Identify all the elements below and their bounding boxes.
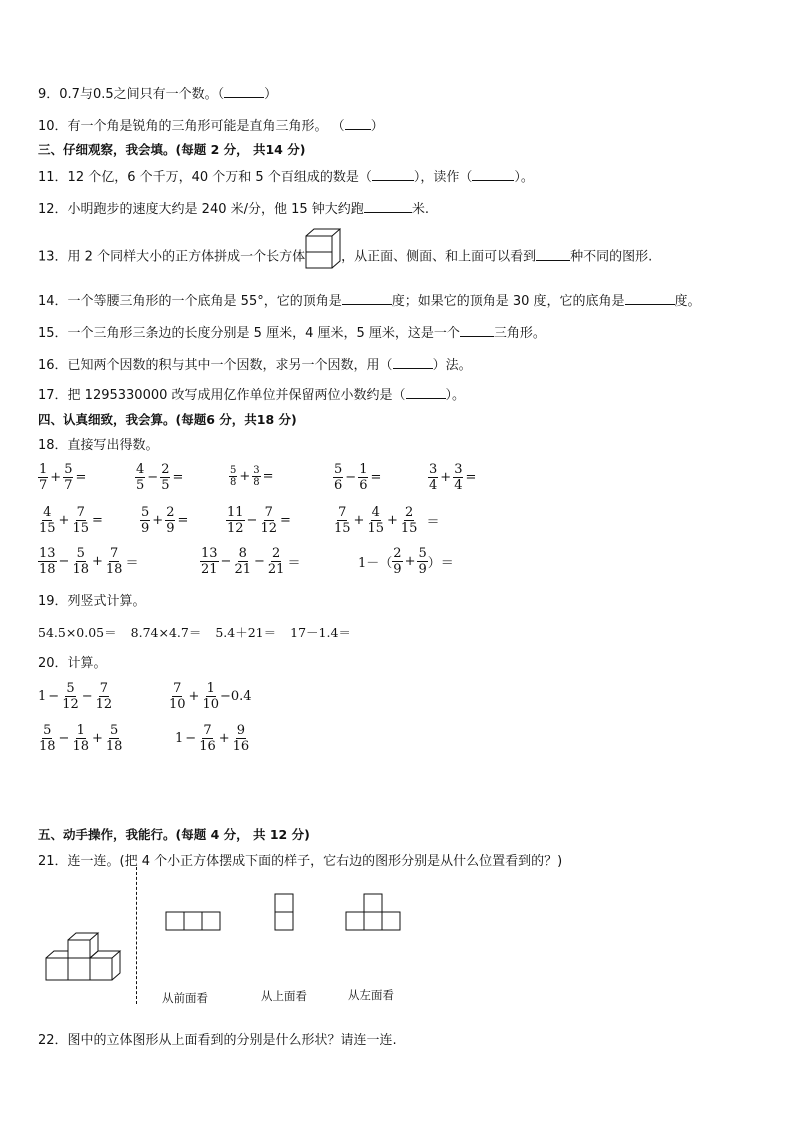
- fraction: [61, 681, 80, 712]
- math-term: 7: [173, 681, 182, 696]
- math-term: 12: [62, 697, 79, 712]
- view-label-left: 从左面看: [348, 988, 394, 1002]
- operator: −: [220, 554, 232, 569]
- question-11: 11．12 个亿，6 个千万，40 个万和 5 个百组成的数是（ ），读作（ ）。: [38, 167, 534, 187]
- fraction: [105, 723, 124, 754]
- fraction-expression: [229, 465, 276, 488]
- math-term: 8: [230, 477, 237, 488]
- fraction: [165, 505, 175, 536]
- operator: −: [147, 470, 159, 485]
- math-term: 10: [169, 697, 186, 712]
- answer-blank[interactable]: [393, 355, 433, 369]
- fraction: [252, 465, 260, 488]
- math-term: 15: [72, 521, 89, 536]
- answer-blank[interactable]: [224, 84, 264, 98]
- answer-blank[interactable]: [342, 291, 392, 305]
- fraction: [333, 462, 343, 493]
- math-term: 7: [264, 505, 273, 520]
- fraction: [417, 546, 427, 577]
- operator: +: [152, 513, 164, 528]
- math-term: 7: [338, 505, 347, 520]
- operator: −: [185, 731, 197, 746]
- fraction: [428, 462, 438, 493]
- math-term: 9: [166, 521, 175, 536]
- math-term: 18: [72, 562, 89, 577]
- fraction: [135, 462, 145, 493]
- cube-stack-figure: [44, 930, 126, 990]
- math-term: 5: [136, 478, 145, 493]
- math-term: 4: [43, 505, 52, 520]
- math-term: 2: [405, 505, 414, 520]
- fraction: [168, 681, 187, 712]
- math-term: 3: [454, 462, 463, 477]
- fraction: [233, 546, 252, 577]
- math-term: ）＝: [427, 556, 454, 571]
- math-term: 5: [76, 546, 85, 561]
- fraction: [105, 546, 124, 577]
- fraction: [201, 681, 220, 712]
- math-term: 2: [272, 546, 281, 561]
- math-term: 8: [238, 546, 247, 561]
- fraction-expression: [200, 546, 302, 577]
- fraction-expression: [38, 462, 88, 493]
- math-term: 10: [202, 697, 219, 712]
- fraction-expression: [38, 505, 105, 536]
- fraction: [71, 505, 90, 536]
- math-term: 5: [334, 462, 343, 477]
- fraction: [333, 505, 352, 536]
- fraction: [95, 681, 114, 712]
- math-term: 4: [454, 478, 463, 493]
- fraction: [267, 546, 286, 577]
- question-21: 21．连一连。(把 4 个小正方体摆成下面的样子，它右边的图形分别是从什么位置看到的？): [38, 854, 563, 869]
- operator: −: [246, 513, 258, 528]
- question-22: 22．图中的立体图形从上面看到的分别是什么形状？请连一连.: [38, 1033, 397, 1048]
- question-15: 15．一个三角形三条边的长度分别是 5 厘米，4 厘米，5 厘米，这是一个 三角形。: [38, 323, 546, 343]
- math-term: 18: [72, 739, 89, 754]
- math-term: 7: [203, 723, 212, 738]
- question-9: 9．0.7与0.5之间只有一个数。（ ）: [38, 84, 277, 104]
- fraction: [198, 723, 217, 754]
- math-term: 7: [76, 505, 85, 520]
- math-term: 2: [393, 546, 402, 561]
- fraction: [38, 723, 57, 754]
- math-term: 1: [206, 681, 215, 696]
- math-term: 1: [39, 462, 48, 477]
- math-term: 5: [230, 465, 237, 476]
- math-term: 6: [334, 478, 343, 493]
- calc-expression: [175, 723, 250, 754]
- math-term: 16: [232, 739, 250, 754]
- fraction: [38, 462, 48, 493]
- operator: +: [188, 689, 200, 704]
- math-term: 3: [429, 462, 438, 477]
- question-10: 10．有一个角是锐角的三角形可能是直角三角形。 （ ）: [38, 116, 384, 136]
- math-term: 15: [400, 521, 418, 536]
- math-term: 12: [227, 521, 244, 536]
- math-term: 13: [201, 546, 218, 561]
- math-term: 9: [418, 562, 427, 577]
- fraction: [71, 546, 90, 577]
- math-term: 18: [105, 739, 123, 754]
- view-shape-3: [345, 893, 403, 931]
- math-term: 1－（: [358, 556, 393, 571]
- math-term: 7: [39, 478, 48, 493]
- operator: +: [353, 513, 365, 528]
- question-13: 13．用 2 个同样大小的正方体拼成一个长方体 ，从正面、侧面、和上面可以看到 种不同的图形.: [38, 244, 652, 270]
- fraction: [71, 723, 90, 754]
- answer-blank[interactable]: [472, 167, 514, 181]
- math-term: 1: [38, 689, 47, 704]
- operator: +: [58, 513, 70, 528]
- question-17: 17．把 1295330000 改写成用亿作单位并保留两位小数约是（ ）。: [38, 385, 465, 405]
- answer-blank[interactable]: [625, 291, 675, 305]
- math-term: 21: [267, 562, 285, 577]
- math-term: 7: [99, 681, 109, 696]
- operator: ＝: [125, 556, 139, 571]
- math-term: 4: [136, 462, 145, 477]
- fraction: [38, 546, 57, 577]
- question-16: 16．已知两个因数的积与其中一个因数，求另一个因数，用（ ）法。: [38, 355, 472, 375]
- fraction: [392, 546, 402, 577]
- math-term: 2: [161, 462, 170, 477]
- operator: =: [280, 513, 291, 528]
- fraction: [366, 505, 385, 536]
- math-term: 7: [64, 478, 73, 493]
- answer-blank[interactable]: [460, 323, 494, 337]
- operator: −: [48, 689, 60, 704]
- math-term: 9: [141, 521, 150, 536]
- math-term: 2: [166, 505, 175, 520]
- math-term: 5: [141, 505, 150, 520]
- fraction: [140, 505, 150, 536]
- fraction-expression: [226, 505, 293, 536]
- math-term: 15: [39, 521, 56, 536]
- math-term: 1: [175, 731, 184, 746]
- view-label-front: 从前面看: [162, 991, 208, 1005]
- math-term: 15: [367, 521, 384, 536]
- fraction: [358, 462, 368, 493]
- math-term: 12: [95, 697, 113, 712]
- fraction: [160, 462, 170, 493]
- operator: =: [92, 513, 103, 528]
- cuboid-figure: [305, 228, 341, 270]
- operator: ＝: [426, 515, 440, 530]
- math-term: 18: [39, 739, 56, 754]
- math-term: 5: [161, 478, 170, 493]
- operator: +: [239, 469, 251, 484]
- answer-blank[interactable]: [345, 116, 371, 130]
- math-term: 12: [260, 521, 277, 536]
- fraction-expression: [428, 462, 478, 493]
- fraction-expression: [333, 462, 383, 493]
- operator: +: [50, 470, 62, 485]
- operator: ＝: [287, 556, 301, 571]
- math-term: 4: [371, 505, 380, 520]
- section-4-heading: 四、认真细致，我会算。(每题6 分，共18 分): [38, 412, 297, 427]
- math-term: 1: [76, 723, 85, 738]
- math-term: 21: [201, 562, 218, 577]
- dashed-divider: [136, 867, 137, 1004]
- section-3-heading: 三、仔细观察，我会填。(每题 2 分， 共14 分): [38, 142, 306, 157]
- view-shape-2: [274, 893, 296, 931]
- answer-blank[interactable]: [406, 385, 446, 399]
- fraction-expression: [358, 546, 454, 577]
- math-term: 21: [234, 562, 251, 577]
- math-term: 13: [39, 546, 56, 561]
- fraction-expression: [38, 546, 140, 577]
- math-term: 15: [334, 521, 351, 536]
- math-term: 3: [253, 465, 260, 476]
- math-term: 7: [110, 546, 119, 561]
- view-shape-1: [165, 911, 221, 931]
- operator: +: [92, 731, 103, 746]
- calc-expression: [168, 681, 252, 712]
- math-term: 5: [64, 462, 73, 477]
- math-term: 9: [393, 562, 402, 577]
- view-label-top: 从上面看: [261, 989, 307, 1003]
- section-5-heading: 五、动手操作，我能行。(每题 4 分， 共 12 分): [38, 827, 310, 842]
- fraction: [259, 505, 278, 536]
- operator: =: [177, 513, 189, 528]
- math-term: 16: [199, 739, 216, 754]
- math-term: 6: [359, 478, 368, 493]
- math-term: 4: [429, 478, 438, 493]
- operator: +: [404, 554, 416, 569]
- question-14: 14．一个等腰三角形的一个底角是 55°，它的顶角是 度；如果它的顶角是 30 度，它的底角是 度。: [38, 291, 701, 311]
- math-term: 5: [66, 681, 75, 696]
- answer-blank[interactable]: [536, 247, 570, 261]
- math-term: 18: [39, 562, 56, 577]
- fraction: [453, 462, 463, 493]
- operator: =: [370, 470, 382, 485]
- operator: =: [465, 470, 477, 485]
- math-term: 5: [418, 546, 427, 561]
- math-term: 8: [253, 477, 260, 488]
- fraction: [38, 505, 57, 536]
- fraction: [200, 546, 219, 577]
- math-term: 18: [105, 562, 123, 577]
- math-term: 5: [110, 723, 119, 738]
- fraction-expression: [333, 505, 441, 536]
- operator: +: [440, 470, 452, 485]
- fraction: [63, 462, 73, 493]
- question-19: 19．列竖式计算。: [38, 594, 146, 609]
- operator: +: [387, 513, 398, 528]
- question-18: 18．直接写出得数。: [38, 438, 159, 453]
- operator: +: [218, 731, 230, 746]
- math-term: 5: [43, 723, 52, 738]
- operator: =: [172, 470, 184, 485]
- question-12: 12．小明跑步的速度大约是 240 米/分，他 15 钟大约跑 米.: [38, 199, 429, 219]
- answer-blank[interactable]: [372, 167, 414, 181]
- operator: =: [75, 470, 87, 485]
- math-term: −0.4: [220, 689, 252, 704]
- fraction: [400, 505, 419, 536]
- calc-expression: [38, 681, 113, 712]
- operator: +: [92, 554, 103, 569]
- operator: −: [58, 554, 70, 569]
- math-term: 11: [227, 505, 244, 520]
- fraction: [226, 505, 245, 536]
- fraction: [232, 723, 251, 754]
- fraction-expression: [135, 462, 185, 493]
- fraction: [229, 465, 237, 488]
- operator: −: [345, 470, 357, 485]
- fraction-expression: [140, 505, 190, 536]
- operator: −: [58, 731, 70, 746]
- operator: −: [254, 554, 265, 569]
- calc-expression: [38, 723, 123, 754]
- math-term: 1: [359, 462, 368, 477]
- answer-blank[interactable]: [364, 199, 412, 213]
- question-20: 20．计算。: [38, 656, 107, 671]
- operator: =: [262, 469, 274, 484]
- operator: −: [81, 689, 93, 704]
- vertical-calc-items: 54.5×0.05＝ 8.74×4.7＝ 5.4＋21＝ 17－1.4＝: [38, 625, 351, 640]
- math-term: 9: [236, 723, 246, 738]
